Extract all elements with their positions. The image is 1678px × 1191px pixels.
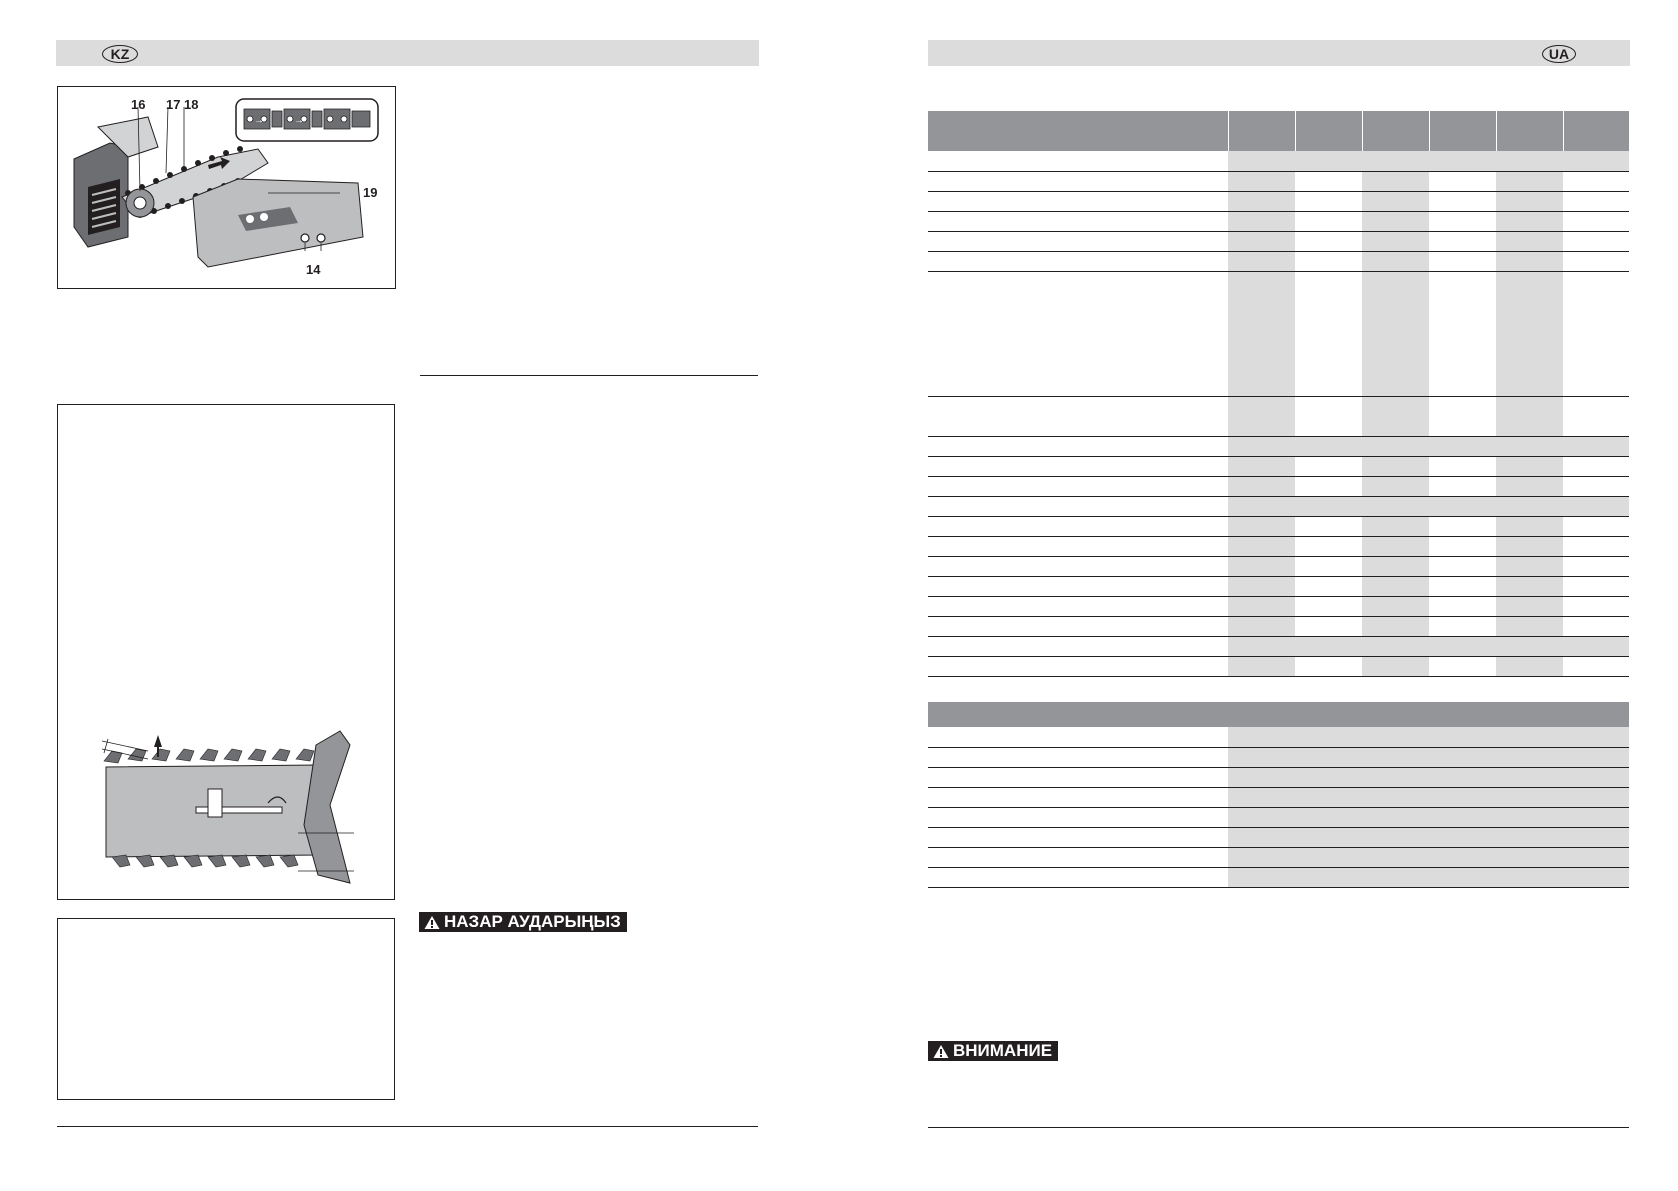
warning-label-ua-text: ВНИМАНИЕ [953,1041,1053,1060]
spec-cell [1228,556,1295,576]
accessory-row-value [1228,727,1629,747]
spec-cell [1295,516,1362,536]
spec-cell [1228,231,1295,251]
spec-cell [1295,211,1362,231]
spec-cell [1295,191,1362,211]
spec-table-header-cell [928,111,1228,151]
table-row [928,456,1629,476]
language-badge-ua: UA [1542,45,1576,63]
table-row [928,516,1629,536]
spec-cell [1563,476,1629,496]
table-row [928,171,1629,191]
spec-cell [1429,556,1496,576]
spec-cell [1429,271,1496,396]
spec-row-label [928,456,1228,476]
spec-cell [1295,231,1362,251]
accessory-row-value [1228,867,1629,887]
spec-cell [1563,191,1629,211]
spec-row-label [928,231,1228,251]
table-row [928,747,1629,767]
spec-cell [1429,171,1496,191]
spec-row-label [928,396,1228,436]
callout-16: 16 [131,97,146,112]
spec-cell [1295,171,1362,191]
figure-chain-assembly [57,86,396,289]
spec-row-label [928,496,1228,516]
spec-table-header-cell [1563,111,1629,151]
spec-cell [1228,476,1295,496]
spec-cell [1563,516,1629,536]
spec-cell [1496,476,1563,496]
spec-cell [1563,251,1629,271]
accessory-row-value [1228,807,1629,827]
spec-merged-cell [1228,496,1629,516]
accessory-row-label [928,847,1228,867]
spec-row-label [928,536,1228,556]
spec-cell [1362,596,1429,616]
warning-label-ua [928,1041,1058,1061]
spec-cell [1362,231,1429,251]
table-row [928,476,1629,496]
table-row [928,636,1629,656]
table-row [928,596,1629,616]
table-row [928,616,1629,636]
spec-cell [1563,171,1629,191]
spec-cell [1563,271,1629,396]
spec-cell [1362,476,1429,496]
accessory-row-label [928,747,1228,767]
spec-cell [1362,251,1429,271]
spec-cell [1362,536,1429,556]
spec-table-header-cell [1429,111,1496,151]
spec-row-label [928,656,1228,676]
spec-merged-cell [1228,636,1629,656]
spec-row-label [928,636,1228,656]
inset-direction-arrow-2: → [294,115,304,126]
spec-merged-cell [1228,436,1629,456]
spec-cell [1429,191,1496,211]
spec-row-label [928,556,1228,576]
accessory-row-label [928,827,1228,847]
spec-cell [1496,171,1563,191]
spec-cell [1563,656,1629,676]
spec-cell [1295,456,1362,476]
warning-label-kz-text: НАЗАР АУДАРЫҢЫЗ [444,912,621,931]
spec-row-label [928,516,1228,536]
left-header-bar [56,40,759,66]
table-row [928,436,1629,456]
spec-table-header-row [928,111,1629,151]
accessory-table-header-row [928,702,1629,727]
table-row [928,496,1629,516]
spec-cell [1295,476,1362,496]
callout-18: 18 [184,97,199,112]
language-badge-kz: KZ [102,45,138,63]
spec-cell [1228,596,1295,616]
spec-cell [1563,576,1629,596]
spec-merged-cell [1228,151,1629,171]
left-footer-rule [57,1126,758,1127]
spec-cell [1429,596,1496,616]
spec-cell [1563,536,1629,556]
chain-tension-illustration [58,405,394,899]
spec-cell [1228,516,1295,536]
spec-cell [1429,251,1496,271]
table-row [928,767,1629,787]
spec-cell [1295,656,1362,676]
spec-cell [1228,271,1295,396]
spec-row-label [928,251,1228,271]
spec-cell [1496,251,1563,271]
figure-empty-frame [57,918,395,1100]
spec-cell [1429,211,1496,231]
warning-triangle-icon [424,915,440,930]
spec-cell [1362,456,1429,476]
spec-cell [1295,536,1362,556]
accessory-row-value [1228,827,1629,847]
spec-table-header-cell [1362,111,1429,151]
left-column-divider [420,375,758,376]
spec-cell [1295,596,1362,616]
table-row [928,656,1629,676]
spec-cell [1228,396,1295,436]
accessory-row-label [928,787,1228,807]
spec-table [928,111,1629,677]
right-header-bar [928,40,1630,66]
table-row [928,251,1629,271]
spec-cell [1496,596,1563,616]
table-row [928,191,1629,211]
table-row [928,211,1629,231]
spec-row-label [928,436,1228,456]
spec-cell [1563,211,1629,231]
chain-assembly-illustration [58,87,395,288]
spec-cell [1496,656,1563,676]
spec-cell [1496,211,1563,231]
spec-cell [1429,396,1496,436]
spec-row-label [928,476,1228,496]
spec-cell [1362,516,1429,536]
spec-cell [1295,576,1362,596]
spec-row-label [928,271,1228,396]
spec-cell [1496,536,1563,556]
spec-cell [1362,191,1429,211]
spec-cell [1496,396,1563,436]
spec-cell [1496,516,1563,536]
spec-cell [1295,271,1362,396]
spec-cell [1563,556,1629,576]
spec-cell [1496,576,1563,596]
spec-row-label [928,171,1228,191]
table-row [928,396,1629,436]
spec-cell [1228,656,1295,676]
table-row [928,271,1629,396]
spec-cell [1429,656,1496,676]
spec-cell [1362,271,1429,396]
spec-cell [1496,616,1563,636]
spec-cell [1228,191,1295,211]
spec-cell [1429,456,1496,476]
spec-table-header-cell [1295,111,1362,151]
accessory-table [928,702,1629,888]
spec-cell [1228,616,1295,636]
table-row [928,847,1629,867]
accessory-row-label [928,727,1228,747]
table-row [928,151,1629,171]
spec-cell [1563,456,1629,476]
spec-cell [1496,271,1563,396]
accessory-row-value [1228,847,1629,867]
spec-cell [1362,556,1429,576]
spec-row-label [928,151,1228,171]
spec-cell [1295,396,1362,436]
inset-direction-arrow-1: → [254,115,264,126]
spec-row-label [928,191,1228,211]
spec-cell [1563,396,1629,436]
spec-cell [1228,251,1295,271]
spec-cell [1563,596,1629,616]
spec-cell [1429,231,1496,251]
spec-cell [1295,556,1362,576]
callout-17: 17 [166,97,181,112]
spec-cell [1496,456,1563,476]
spec-table-header-cell [1228,111,1295,151]
spec-cell [1429,476,1496,496]
spec-cell [1429,616,1496,636]
spec-cell [1429,536,1496,556]
spec-cell [1228,211,1295,231]
right-footer-rule [928,1127,1629,1128]
spec-cell [1362,576,1429,596]
spec-row-label [928,596,1228,616]
spec-cell [1228,456,1295,476]
accessory-row-label [928,807,1228,827]
spec-cell [1362,171,1429,191]
table-row [928,827,1629,847]
spec-cell [1362,211,1429,231]
callout-14: 14 [306,262,321,277]
spec-cell [1563,231,1629,251]
spec-cell [1228,536,1295,556]
warning-label-kz [419,912,627,932]
spec-cell [1362,616,1429,636]
accessory-row-label [928,867,1228,887]
spec-cell [1362,396,1429,436]
spec-cell [1228,171,1295,191]
spec-cell [1496,191,1563,211]
table-row [928,231,1629,251]
spec-cell [1362,656,1429,676]
figure-chain-tension [57,404,395,900]
spec-cell [1563,616,1629,636]
table-row [928,727,1629,747]
spec-cell [1429,576,1496,596]
table-row [928,787,1629,807]
spec-cell [1496,231,1563,251]
warning-triangle-icon [933,1044,949,1059]
table-row [928,536,1629,556]
spec-row-label [928,616,1228,636]
spec-cell [1295,616,1362,636]
table-row [928,576,1629,596]
spec-row-label [928,211,1228,231]
spec-table-header-cell [1496,111,1563,151]
spec-cell [1228,576,1295,596]
table-row [928,556,1629,576]
accessory-row-label [928,767,1228,787]
table-row [928,807,1629,827]
table-row [928,867,1629,887]
accessory-row-value [1228,767,1629,787]
spec-cell [1496,556,1563,576]
spec-cell [1295,251,1362,271]
accessory-row-value [1228,747,1629,767]
spec-row-label [928,576,1228,596]
spec-cell [1429,516,1496,536]
callout-19: 19 [363,185,378,200]
accessory-row-value [1228,787,1629,807]
